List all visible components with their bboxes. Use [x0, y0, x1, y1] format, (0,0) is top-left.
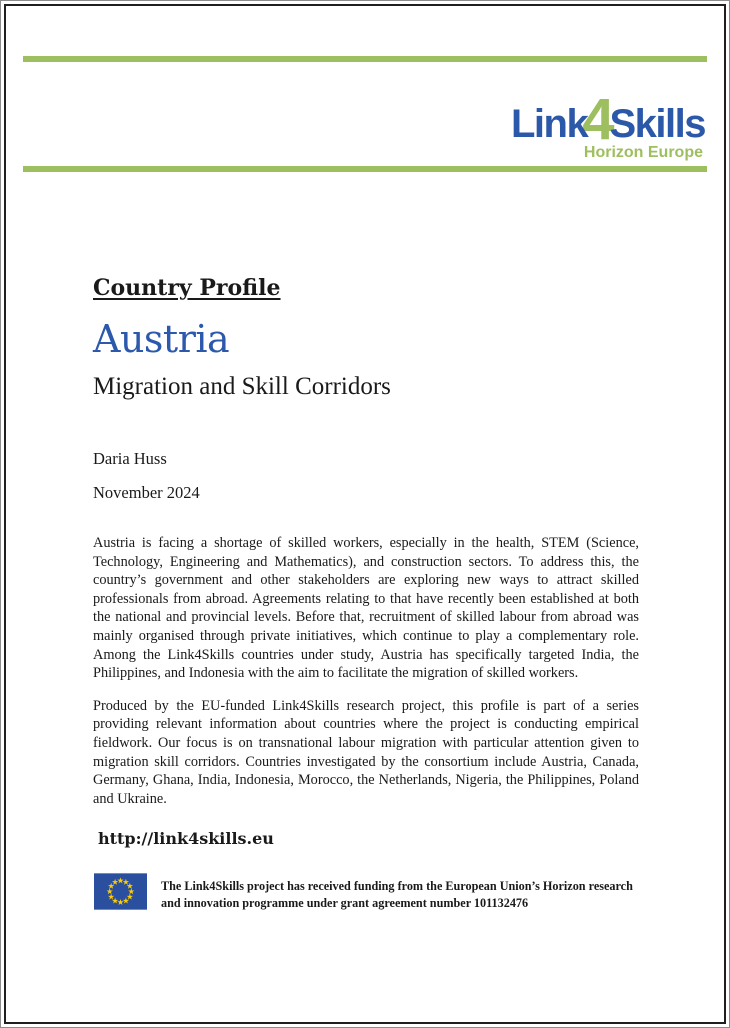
logo-text-link: Link — [510, 102, 588, 146]
eu-flag-icon — [94, 873, 147, 910]
funding-line-2: and innovation programme under grant agreement number 101132476 — [161, 896, 529, 910]
author-name: Daria Huss — [93, 449, 167, 468]
kicker-country-profile: Country Profile — [93, 275, 281, 301]
page-title-country: Austria — [93, 317, 230, 361]
funding-line-1: The Link4Skills project has received funding from the European Union’s Horizon research — [161, 879, 633, 893]
series-paragraph: Produced by the EU-funded Link4Skills research project, this profile is part of a series providing relevant information about countries where the project is conducting empirical fieldwork. Our focus is on transnational labour migration with particular attention given to migration skill corridors. Countries investigated by the consortium include Austria, Canada, Germany, Ghana, India, Indonesia, Morocco, the Netherlands, Nigeria, the Philippines, Poland and Ukraine. — [93, 697, 639, 807]
page-subtitle: Migration and Skill Corridors — [93, 373, 391, 400]
body-text — [93, 534, 639, 808]
top-green-rule — [23, 56, 707, 62]
link4skills-logo — [511, 89, 705, 162]
logo-subtitle-horizon-europe: Horizon Europe — [583, 144, 703, 161]
publication-date: November 2024 — [93, 483, 200, 502]
website-link[interactable]: http://link4skills.eu — [98, 829, 274, 848]
logo-wordmark — [510, 87, 705, 152]
logo-numeral-4: 4 — [582, 87, 615, 152]
header-green-rule — [23, 166, 707, 172]
funding-statement — [161, 878, 647, 912]
logo-text-skills: Skills — [609, 102, 705, 146]
intro-paragraph: Austria is facing a shortage of skilled workers, especially in the health, STEM (Science, Technology, Engineering and Mathematics), and construction sectors. To address this, the country’s government and other stakeholders are exploring new ways to attract skilled professionals from abroad. Agreements relating to that have recently been established at both the national and provincial levels. Before that, recruitment of skilled labour from abroad was mainly organised through private initiatives, which continue to play a complementary role. Among the Link4Skills countries under study, Austria has specifically targeted India, the Philippines, and Indonesia with the aim to facilitate the migration of skilled workers. — [93, 535, 639, 682]
